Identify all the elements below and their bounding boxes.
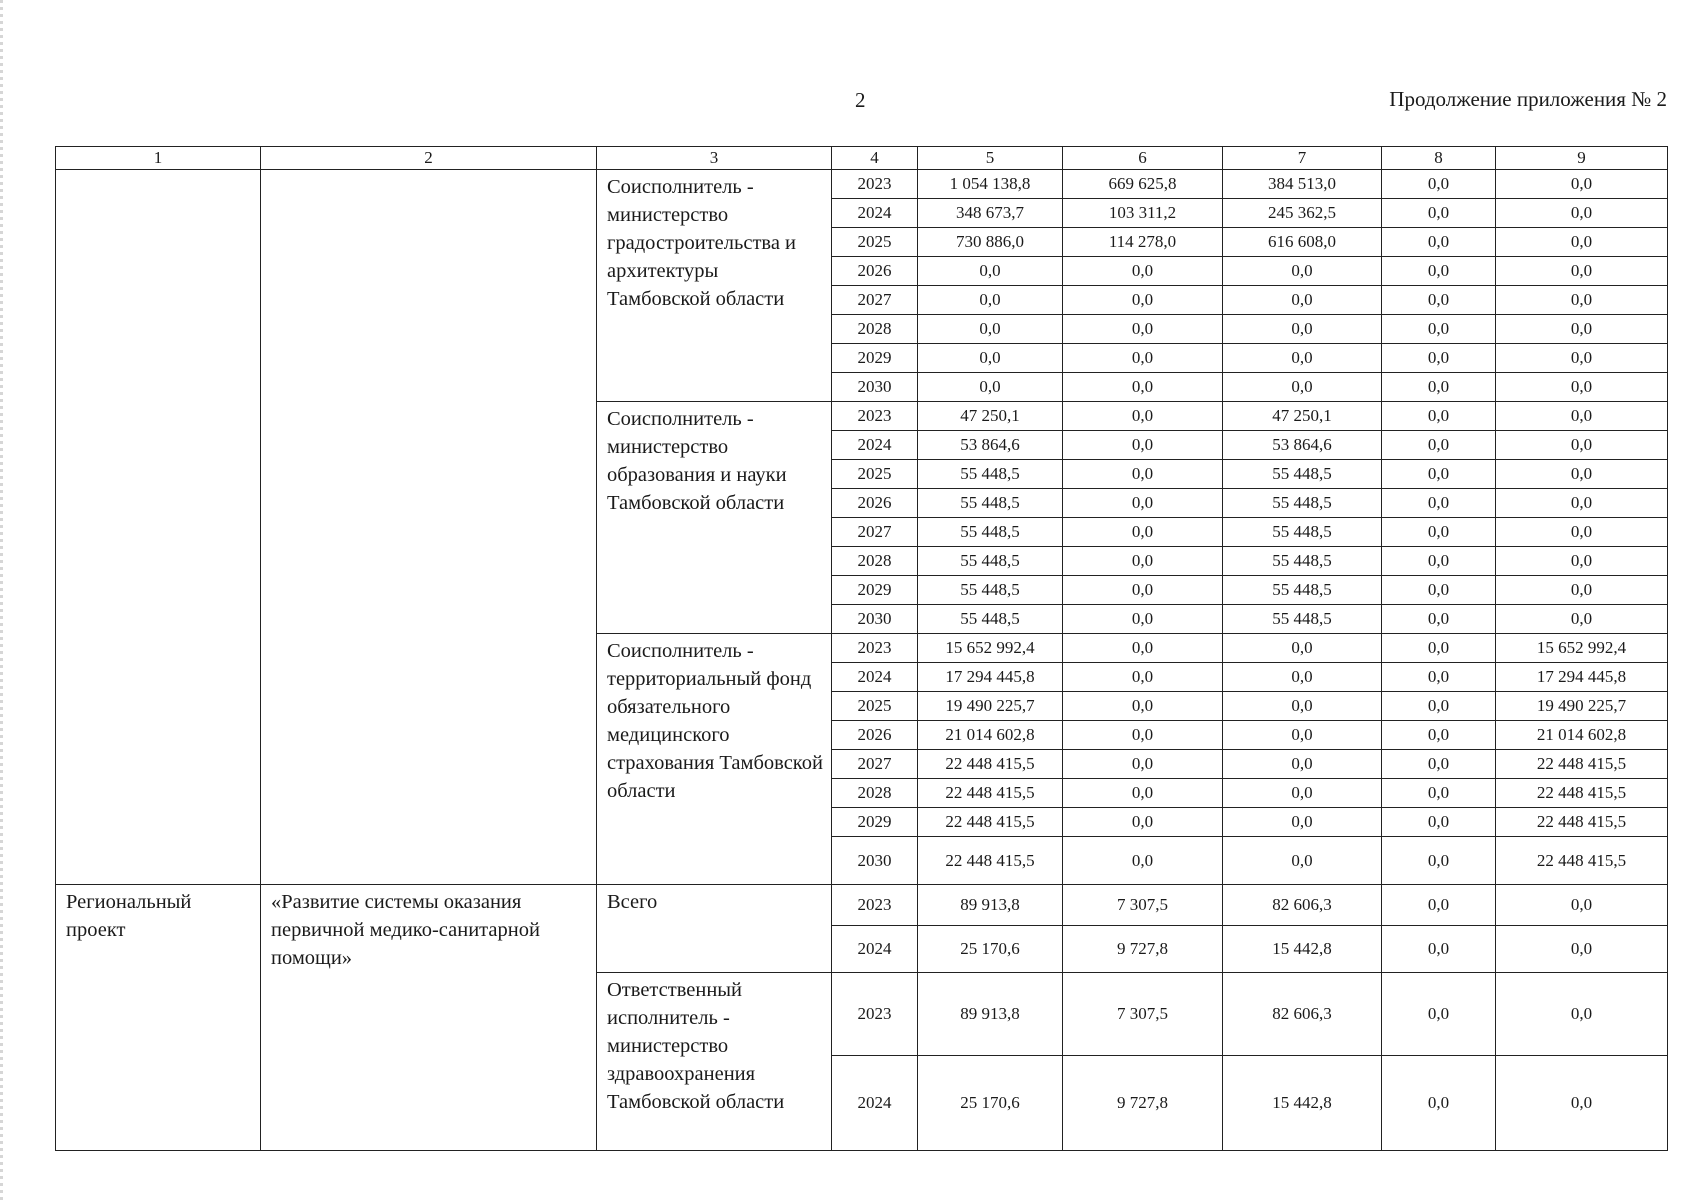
amount-cell: 0,0: [1496, 286, 1668, 315]
amount-cell: 0,0: [1382, 721, 1496, 750]
amount-cell: 0,0: [1382, 489, 1496, 518]
amount-cell: 0,0: [1382, 518, 1496, 547]
year-cell: 2024: [832, 199, 918, 228]
amount-cell: 55 448,5: [1223, 576, 1382, 605]
amount-cell: 0,0: [1223, 663, 1382, 692]
amount-cell: 0,0: [1063, 750, 1223, 779]
amount-cell: 0,0: [1382, 199, 1496, 228]
amount-cell: 0,0: [1063, 315, 1223, 344]
year-cell: 2027: [832, 286, 918, 315]
amount-cell: 0,0: [1496, 460, 1668, 489]
amount-cell: 348 673,7: [918, 199, 1063, 228]
amount-cell: 0,0: [1063, 402, 1223, 431]
amount-cell: 9 727,8: [1063, 926, 1223, 973]
amount-cell: 0,0: [1063, 663, 1223, 692]
amount-cell: 0,0: [1063, 286, 1223, 315]
amount-cell: 21 014 602,8: [1496, 721, 1668, 750]
amount-cell: 22 448 415,5: [918, 750, 1063, 779]
amount-cell: 0,0: [1063, 837, 1223, 885]
amount-cell: 0,0: [1223, 257, 1382, 286]
executor-label: Соисполнитель - министерство градостроительства и архитектуры Тамбовской области: [597, 170, 832, 402]
amount-cell: 0,0: [1382, 973, 1496, 1056]
amount-cell: 0,0: [1496, 257, 1668, 286]
amount-cell: 47 250,1: [1223, 402, 1382, 431]
amount-cell: 0,0: [1223, 344, 1382, 373]
amount-cell: 22 448 415,5: [918, 808, 1063, 837]
year-cell: 2026: [832, 721, 918, 750]
amount-cell: 0,0: [1063, 431, 1223, 460]
amount-cell: 9 727,8: [1063, 1056, 1223, 1151]
amount-cell: 0,0: [1496, 1056, 1668, 1151]
year-cell: 2025: [832, 228, 918, 257]
year-cell: 2030: [832, 605, 918, 634]
column-header: 6: [1063, 147, 1223, 170]
amount-cell: 0,0: [1382, 808, 1496, 837]
amount-cell: 53 864,6: [1223, 431, 1382, 460]
amount-cell: 616 608,0: [1223, 228, 1382, 257]
year-cell: 2029: [832, 344, 918, 373]
year-cell: 2024: [832, 1056, 918, 1151]
table-row: [56, 885, 1668, 926]
page-number: 2: [855, 88, 866, 112]
year-cell: 2026: [832, 489, 918, 518]
amount-cell: 0,0: [1496, 576, 1668, 605]
amount-cell: 0,0: [1382, 1056, 1496, 1151]
executor-label: Соисполнитель - министерство образования и науки Тамбовской области: [597, 402, 832, 634]
amount-cell: 114 278,0: [1063, 228, 1223, 257]
amount-cell: 47 250,1: [918, 402, 1063, 431]
empty-cell-col2: [261, 170, 597, 885]
amount-cell: 384 513,0: [1223, 170, 1382, 199]
amount-cell: 0,0: [1496, 373, 1668, 402]
amount-cell: 55 448,5: [1223, 605, 1382, 634]
empty-cell-col1: [56, 170, 261, 885]
amount-cell: 82 606,3: [1223, 885, 1382, 926]
year-cell: 2029: [832, 808, 918, 837]
total-label: Всего: [597, 885, 832, 973]
year-cell: 2030: [832, 373, 918, 402]
amount-cell: 55 448,5: [918, 605, 1063, 634]
amount-cell: 0,0: [1496, 489, 1668, 518]
year-cell: 2028: [832, 779, 918, 808]
column-header: 5: [918, 147, 1063, 170]
amount-cell: 22 448 415,5: [918, 779, 1063, 808]
amount-cell: 0,0: [1063, 576, 1223, 605]
executor-label: Соисполнитель - территориальный фонд обязательного медицинского страхования Тамбовской области: [597, 634, 832, 885]
column-header: 1: [56, 147, 261, 170]
amount-cell: 0,0: [1382, 663, 1496, 692]
year-cell: 2027: [832, 750, 918, 779]
amount-cell: 0,0: [1382, 431, 1496, 460]
executor-label: Ответственный исполнитель - министерство здравоохранения Тамбовской области: [597, 973, 832, 1151]
column-header: 8: [1382, 147, 1496, 170]
amount-cell: 0,0: [1382, 286, 1496, 315]
amount-cell: 0,0: [1496, 199, 1668, 228]
year-cell: 2027: [832, 518, 918, 547]
amount-cell: 89 913,8: [918, 973, 1063, 1056]
amount-cell: 103 311,2: [1063, 199, 1223, 228]
year-cell: 2023: [832, 973, 918, 1056]
amount-cell: 0,0: [1223, 315, 1382, 344]
amount-cell: 0,0: [1382, 634, 1496, 663]
header-row: [56, 147, 1668, 170]
amount-cell: 53 864,6: [918, 431, 1063, 460]
project-name: «Развитие системы оказания первичной медико-санитарной помощи»: [261, 885, 597, 1151]
amount-cell: 0,0: [1063, 518, 1223, 547]
amount-cell: 0,0: [1063, 721, 1223, 750]
amount-cell: 89 913,8: [918, 885, 1063, 926]
amount-cell: 0,0: [1496, 228, 1668, 257]
amount-cell: 0,0: [1223, 750, 1382, 779]
amount-cell: 0,0: [1382, 779, 1496, 808]
amount-cell: 22 448 415,5: [1496, 750, 1668, 779]
year-cell: 2023: [832, 634, 918, 663]
amount-cell: 0,0: [1496, 885, 1668, 926]
amount-cell: 0,0: [1496, 518, 1668, 547]
amount-cell: 0,0: [1063, 692, 1223, 721]
amount-cell: 0,0: [1382, 460, 1496, 489]
year-cell: 2028: [832, 547, 918, 576]
amount-cell: 0,0: [1063, 779, 1223, 808]
amount-cell: 0,0: [1223, 286, 1382, 315]
amount-cell: 25 170,6: [918, 1056, 1063, 1151]
year-cell: 2025: [832, 460, 918, 489]
amount-cell: 0,0: [1223, 808, 1382, 837]
amount-cell: 0,0: [918, 373, 1063, 402]
amount-cell: 15 652 992,4: [1496, 634, 1668, 663]
amount-cell: 55 448,5: [918, 576, 1063, 605]
column-header: 9: [1496, 147, 1668, 170]
amount-cell: 55 448,5: [1223, 518, 1382, 547]
year-cell: 2023: [832, 402, 918, 431]
amount-cell: 0,0: [1382, 315, 1496, 344]
amount-cell: 0,0: [1063, 634, 1223, 663]
table-row: [56, 170, 1668, 199]
amount-cell: 0,0: [918, 315, 1063, 344]
amount-cell: 0,0: [1063, 344, 1223, 373]
amount-cell: 0,0: [1382, 926, 1496, 973]
amount-cell: 0,0: [1496, 605, 1668, 634]
amount-cell: 0,0: [1223, 373, 1382, 402]
amount-cell: 0,0: [1496, 926, 1668, 973]
appendix-label: Продолжение приложения № 2: [1389, 87, 1667, 111]
amount-cell: 0,0: [1382, 170, 1496, 199]
amount-cell: 55 448,5: [918, 489, 1063, 518]
amount-cell: 0,0: [918, 344, 1063, 373]
amount-cell: 0,0: [1063, 460, 1223, 489]
amount-cell: 0,0: [1496, 170, 1668, 199]
year-cell: 2024: [832, 926, 918, 973]
amount-cell: 0,0: [1223, 779, 1382, 808]
column-header: 3: [597, 147, 832, 170]
amount-cell: 0,0: [918, 257, 1063, 286]
amount-cell: 0,0: [1382, 605, 1496, 634]
amount-cell: 0,0: [1382, 885, 1496, 926]
amount-cell: 0,0: [1063, 605, 1223, 634]
column-header: 2: [261, 147, 597, 170]
amount-cell: 0,0: [1382, 257, 1496, 286]
amount-cell: 7 307,5: [1063, 973, 1223, 1056]
amount-cell: 0,0: [1496, 315, 1668, 344]
year-cell: 2026: [832, 257, 918, 286]
amount-cell: 0,0: [1063, 808, 1223, 837]
amount-cell: 0,0: [1496, 547, 1668, 576]
column-header: 7: [1223, 147, 1382, 170]
amount-cell: 0,0: [1382, 837, 1496, 885]
amount-cell: 0,0: [1382, 402, 1496, 431]
scan-edge: [0, 0, 3, 1200]
amount-cell: 25 170,6: [918, 926, 1063, 973]
project-type: Региональный проект: [56, 885, 261, 1151]
year-cell: 2025: [832, 692, 918, 721]
amount-cell: 0,0: [1382, 750, 1496, 779]
amount-cell: 82 606,3: [1223, 973, 1382, 1056]
amount-cell: 0,0: [1382, 547, 1496, 576]
amount-cell: 55 448,5: [918, 460, 1063, 489]
amount-cell: 55 448,5: [1223, 547, 1382, 576]
amount-cell: 22 448 415,5: [1496, 837, 1668, 885]
amount-cell: 0,0: [1223, 692, 1382, 721]
amount-cell: 7 307,5: [1063, 885, 1223, 926]
budget-table: [55, 146, 1668, 1151]
amount-cell: 22 448 415,5: [1496, 808, 1668, 837]
amount-cell: 0,0: [1223, 721, 1382, 750]
amount-cell: 55 448,5: [918, 518, 1063, 547]
amount-cell: 0,0: [1223, 634, 1382, 663]
amount-cell: 22 448 415,5: [918, 837, 1063, 885]
amount-cell: 0,0: [1063, 489, 1223, 518]
amount-cell: 245 362,5: [1223, 199, 1382, 228]
column-header: 4: [832, 147, 918, 170]
amount-cell: 0,0: [1496, 431, 1668, 460]
amount-cell: 669 625,8: [1063, 170, 1223, 199]
amount-cell: 0,0: [918, 286, 1063, 315]
year-cell: 2028: [832, 315, 918, 344]
amount-cell: 0,0: [1063, 547, 1223, 576]
amount-cell: 21 014 602,8: [918, 721, 1063, 750]
amount-cell: 0,0: [1063, 257, 1223, 286]
amount-cell: 17 294 445,8: [918, 663, 1063, 692]
year-cell: 2023: [832, 885, 918, 926]
amount-cell: 0,0: [1382, 373, 1496, 402]
year-cell: 2029: [832, 576, 918, 605]
amount-cell: 0,0: [1382, 344, 1496, 373]
year-cell: 2023: [832, 170, 918, 199]
amount-cell: 730 886,0: [918, 228, 1063, 257]
amount-cell: 0,0: [1496, 402, 1668, 431]
amount-cell: 19 490 225,7: [1496, 692, 1668, 721]
amount-cell: 0,0: [1223, 837, 1382, 885]
amount-cell: 15 442,8: [1223, 1056, 1382, 1151]
amount-cell: 55 448,5: [918, 547, 1063, 576]
year-cell: 2024: [832, 663, 918, 692]
amount-cell: 0,0: [1382, 692, 1496, 721]
amount-cell: 22 448 415,5: [1496, 779, 1668, 808]
year-cell: 2024: [832, 431, 918, 460]
amount-cell: 55 448,5: [1223, 489, 1382, 518]
amount-cell: 0,0: [1063, 373, 1223, 402]
amount-cell: 15 442,8: [1223, 926, 1382, 973]
amount-cell: 15 652 992,4: [918, 634, 1063, 663]
amount-cell: 0,0: [1496, 344, 1668, 373]
amount-cell: 0,0: [1382, 228, 1496, 257]
amount-cell: 1 054 138,8: [918, 170, 1063, 199]
amount-cell: 17 294 445,8: [1496, 663, 1668, 692]
amount-cell: 19 490 225,7: [918, 692, 1063, 721]
year-cell: 2030: [832, 837, 918, 885]
amount-cell: 55 448,5: [1223, 460, 1382, 489]
amount-cell: 0,0: [1382, 576, 1496, 605]
amount-cell: 0,0: [1496, 973, 1668, 1056]
